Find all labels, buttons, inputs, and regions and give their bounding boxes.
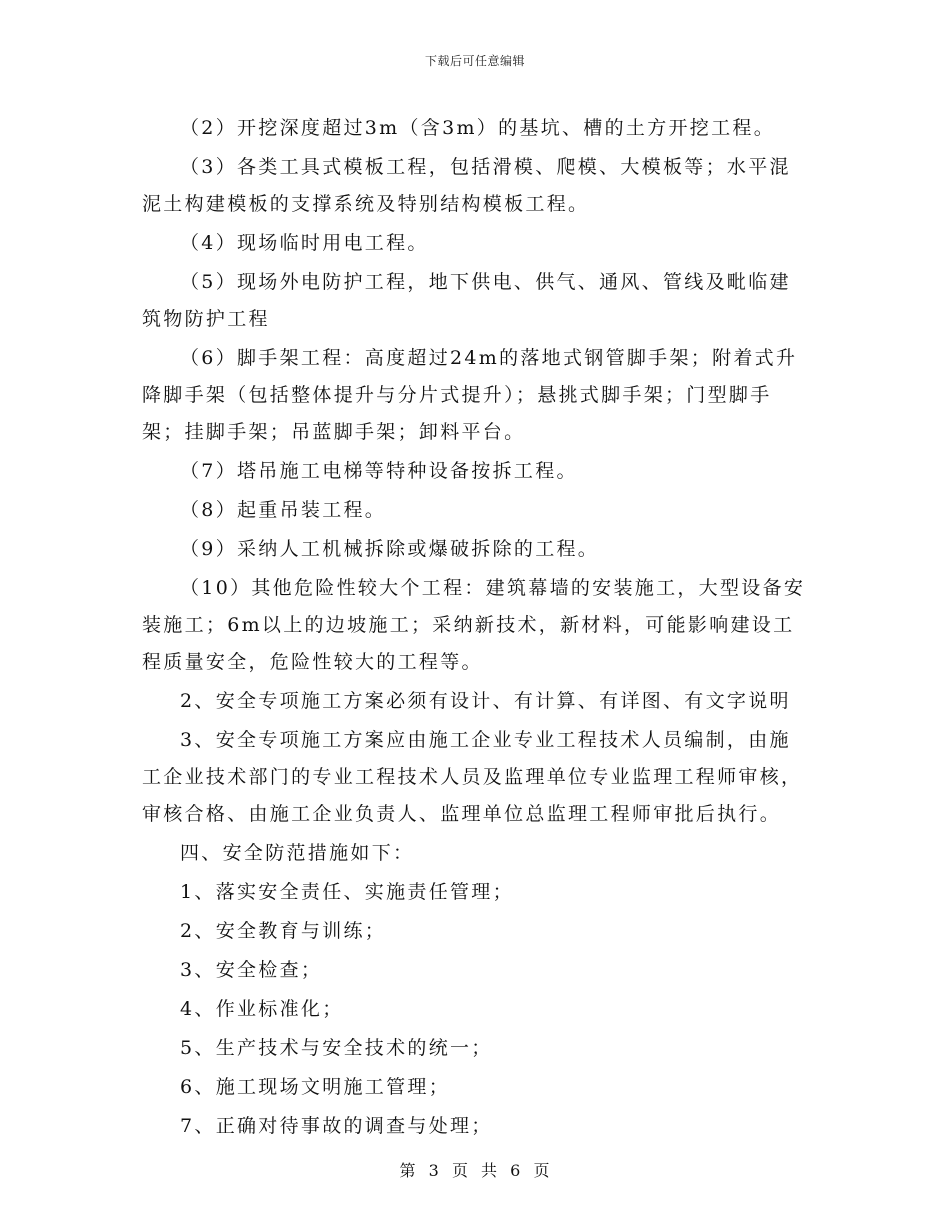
paragraph: （6）脚手架工程：高度超过24m的落地式钢管脚手架；附着式升降脚手架（包括整体提升与分片式提升）；悬挑式脚手架；门型脚手架；挂脚手架；吊蓝脚手架；卸料平台。 (142, 347, 798, 443)
section-heading: 四、安全防范措施如下： (180, 842, 415, 864)
footer-label-unit: 页 (451, 1161, 469, 1180)
paragraph: （9）采纳人工机械拆除或爆破拆除的工程。 (180, 538, 600, 560)
current-page-number: 3 (428, 1161, 440, 1180)
paragraph: （7）塔吊施工电梯等特种设备按拆工程。 (180, 460, 578, 482)
paragraph: （3）各类工具式模板工程，包括滑模、爬模、大模板等；水平混泥土构建模板的支撑系统及特别结构模板工程。 (142, 156, 791, 215)
paragraph: （5）现场外电防护工程，地下供电、供气、通风、管线及毗临建筑物防护工程 (142, 271, 791, 330)
list-item: 3、安全检查； (180, 959, 323, 981)
paragraph: （4）现场临时用电工程。 (180, 232, 429, 254)
list-item: 1、落实安全责任、实施责任管理； (180, 881, 514, 903)
list-item: 5、生产技术与安全技术的统一； (180, 1037, 493, 1059)
paragraph: 2、安全专项施工方案必须有设计、有计算、有详图、有文字说明 (180, 690, 791, 712)
footer-label-page: 第 (399, 1161, 417, 1180)
page-header: 下载后可任意编辑 (424, 54, 525, 68)
footer-label-total: 共 (481, 1161, 499, 1180)
footer-label-unit-2: 页 (533, 1161, 551, 1180)
paragraph: （8）起重吊装工程。 (180, 499, 387, 521)
document-body (142, 110, 812, 1147)
list-item: 7、正确对待事故的调查与处理； (180, 1115, 493, 1137)
list-item: 6、施工现场文明施工管理； (180, 1076, 450, 1098)
paragraph: （2）开挖深度超过3m（含3m）的基坑、槽的土方开挖工程。 (180, 117, 775, 139)
list-item: 2、安全教育与训练； (180, 920, 387, 942)
list-item: 4、作业标准化； (180, 998, 344, 1020)
page-footer (0, 1158, 950, 1181)
paragraph: （10）其他危险性较大个工程：建筑幕墙的安装施工，大型设备安装施工；6m以上的边坡施工；采纳新技术，新材料，可能影响建设工程质量安全，危险性较大的工程等。 (142, 577, 806, 673)
total-page-number: 6 (510, 1161, 522, 1180)
paragraph: 3、安全专项施工方案应由施工企业专业工程技术人员编制，由施工企业技术部门的专业工程技术人员及监理单位专业监理工程师审核，审核合格、由施工企业负责人、监理单位总监理工程师审批后执行。 (142, 729, 803, 825)
